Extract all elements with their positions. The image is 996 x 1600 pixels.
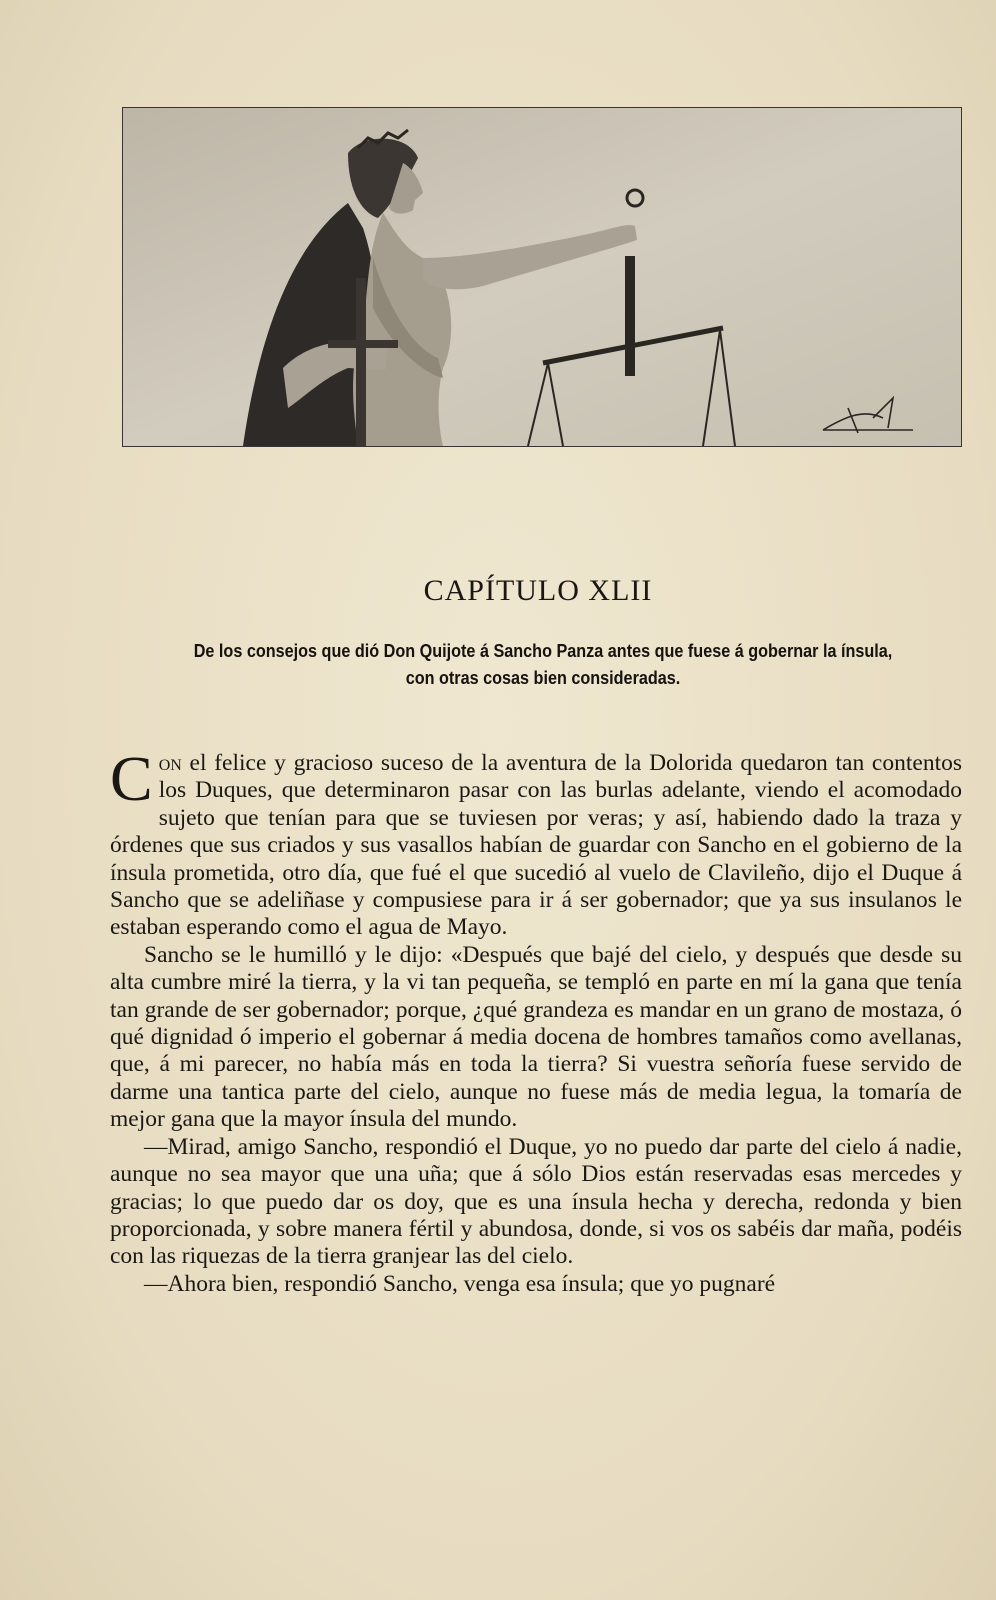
paragraph-1 — [110, 743, 962, 942]
paragraph-1-text: el felice y gracioso suceso de la aventura de la Dolorida quedaron tan contentos los Duques, que determinaron pasar con las burlas adelante, viendo el acomodado sujeto que tenían para que se tuviesen por veras; y así, habiendo dado la traza y órdenes que sus criados y sus vasallos habían de guardar con Sancho en el gobierno de la ínsula prometida, otro día, que fué el que sucedió al vuelo de Clavileño, dijo el Duque á Sancho que se adeliñase y compusiese para ir á ser gobernador; que ya sus insulanos le estaban esperando como el agua de Mayo. — [110, 750, 962, 941]
chapter-title: CAPÍTULO XLII — [423, 574, 653, 607]
paragraph-3: —Mirad, amigo Sancho, respondió el Duque, yo no puedo dar parte del cielo á nadie, aunque no sea mayor que una uña; que á sólo Dios están reservadas esas mercedes y gracias; lo que puedo dar os doy, que es una ínsula hecha y derecha, redonda y bien proporcionada, y sobre manera fértil y abundosa, donde, si vos os sabéis dar maña, podéis con las riquezas de la tierra granjear las del cielo. — [110, 1133, 962, 1270]
drop-cap: C — [110, 743, 153, 814]
paragraph-2: Sancho se le humilló y le dijo: «Después que bajé del cielo, y después que desde su alta cumbre miré la tierra, y la vi tan pequeña, se templó en parte en mí la gana que tenía tan grande de ser gobernador; porque, ¿qué grandeza es mandar en un grano de mostaza, ó qué dignidad ó imperio el gobernar á media docena de hombres tamaños como avellanas, que, á mi parecer, no había más en toda la tierra? Si vuestra señoría fuese servido de darme una tantica parte del cielo, aunque no fuese más de media legua, la tomaría de mejor gana que la mayor ínsula del mundo. — [110, 941, 962, 1133]
chapter-subtitle — [161, 638, 926, 692]
chapter-illustration — [122, 107, 962, 447]
paragraph-4: —Ahora bien, respondió Sancho, venga esa ínsula; que yo pugnaré — [144, 1270, 776, 1297]
chapter-subtitle-line1: De los consejos que dió Don Quijote á Sancho Panza antes que fuese á gobernar la ínsula, — [193, 641, 893, 661]
justice-figure-with-scales-icon — [123, 108, 961, 446]
first-word-rest: on — [158, 750, 182, 776]
chapter-body — [110, 743, 962, 1298]
chapter-subtitle-line2: con otras cosas bien consideradas. — [405, 668, 681, 688]
